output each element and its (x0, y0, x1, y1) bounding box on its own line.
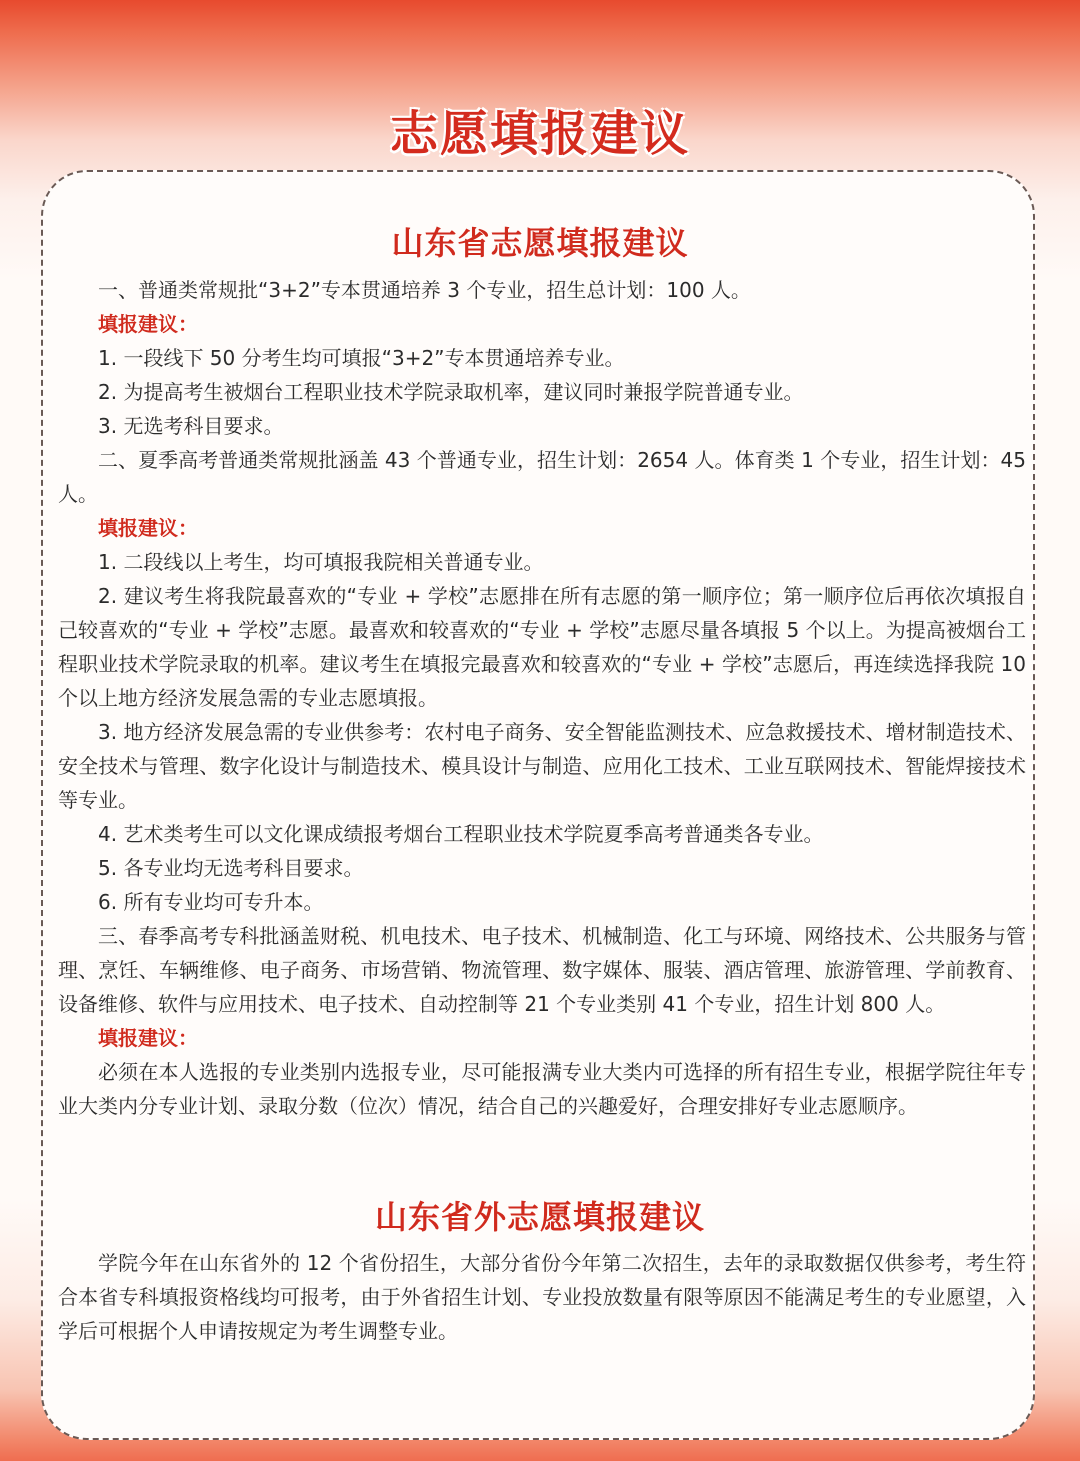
paragraph: 4. 艺术类考生可以文化课成绩报考烟台工程职业技术学院夏季高考普通类各专业。 (98, 822, 824, 846)
paragraph: 必须在本人选报的专业类别内选报专业，尽可能报满专业大类内可选择的所有招生专业，根据学院往年专业大类内分专业计划、录取分数（位次）情况，结合自己的兴趣爱好，合理安排好专业志愿顺序。 (58, 1060, 1026, 1118)
paragraph: 3. 地方经济发展急需的专业供参考：农村电子商务、安全智能监测技术、应急救援技术、增材制造技术、安全技术与管理、数字化设计与制造技术、模具设计与制造、应用化工技术、工业互联网技术、智能焊接技术等专业。 (58, 720, 1026, 812)
tip-label: 填报建议： (98, 1026, 198, 1050)
paragraph: 2. 为提高考生被烟台工程职业技术学院录取机率，建议同时兼报学院普通专业。 (98, 380, 804, 404)
outside-content (58, 1246, 1026, 1348)
section-title-shandong: 山东省志愿填报建议 (391, 224, 689, 262)
section-title-outside: 山东省外志愿填报建议 (374, 1198, 705, 1236)
paragraph: 3. 无选考科目要求。 (98, 414, 284, 438)
shandong-content (58, 273, 1026, 1123)
paragraph: 1. 一段线下 50 分考生均可填报“3+2”专本贯通培养专业。 (98, 346, 625, 370)
page-title: 志愿填报建议 (389, 106, 690, 162)
paragraph: 5. 各专业均无选考科目要求。 (98, 856, 364, 880)
tip-label: 填报建议： (98, 312, 198, 336)
paragraph: 6. 所有专业均可专升本。 (98, 890, 324, 914)
content-card (41, 170, 1035, 1440)
tip-label: 填报建议： (98, 516, 198, 540)
paragraph: 二、夏季高考普通类常规批涵盖 43 个普通专业，招生计划：2654 人。体育类 1 个专业，招生计划：45 人。 (58, 448, 1026, 506)
paragraph: 1. 二段线以上考生，均可填报我院相关普通专业。 (98, 550, 544, 574)
paragraph: 2. 建议考生将我院最喜欢的“专业 + 学校”志愿排在所有志愿的第一顺序位；第一顺序位后再依次填报自己较喜欢的“专业 + 学校”志愿。最喜欢和较喜欢的“专业 + 学校”志愿尽量各填报 5 个以上。为提高被烟台工程职业技术学院录取的机率。建议考生在填报完最喜欢和较喜欢的“专业 + 学校”志愿后，再连续选择我院 10 个以上地方经济发展急需的专业志愿填报。 (58, 584, 1026, 710)
paragraph: 一、普通类常规批“3+2”专本贯通培养 3 个专业，招生总计划：100 人。 (98, 278, 751, 302)
paragraph: 三、春季高考专科批涵盖财税、机电技术、电子技术、机械制造、化工与环境、网络技术、公共服务与管理、烹饪、车辆维修、电子商务、市场营销、物流管理、数字媒体、服装、酒店管理、旅游管理、学前教育、设备维修、软件与应用技术、电子技术、自动控制等 21 个专业类别 41 个专业，招生计划 800 人。 (58, 924, 1026, 1016)
paragraph: 学院今年在山东省外的 12 个省份招生，大部分省份今年第二次招生，去年的录取数据仅供参考，考生符合本省专科填报资格线均可报考，由于外省招生计划、专业投放数量有限等原因不能满足考生的专业愿望，入学后可根据个人申请按规定为考生调整专业。 (58, 1251, 1026, 1343)
